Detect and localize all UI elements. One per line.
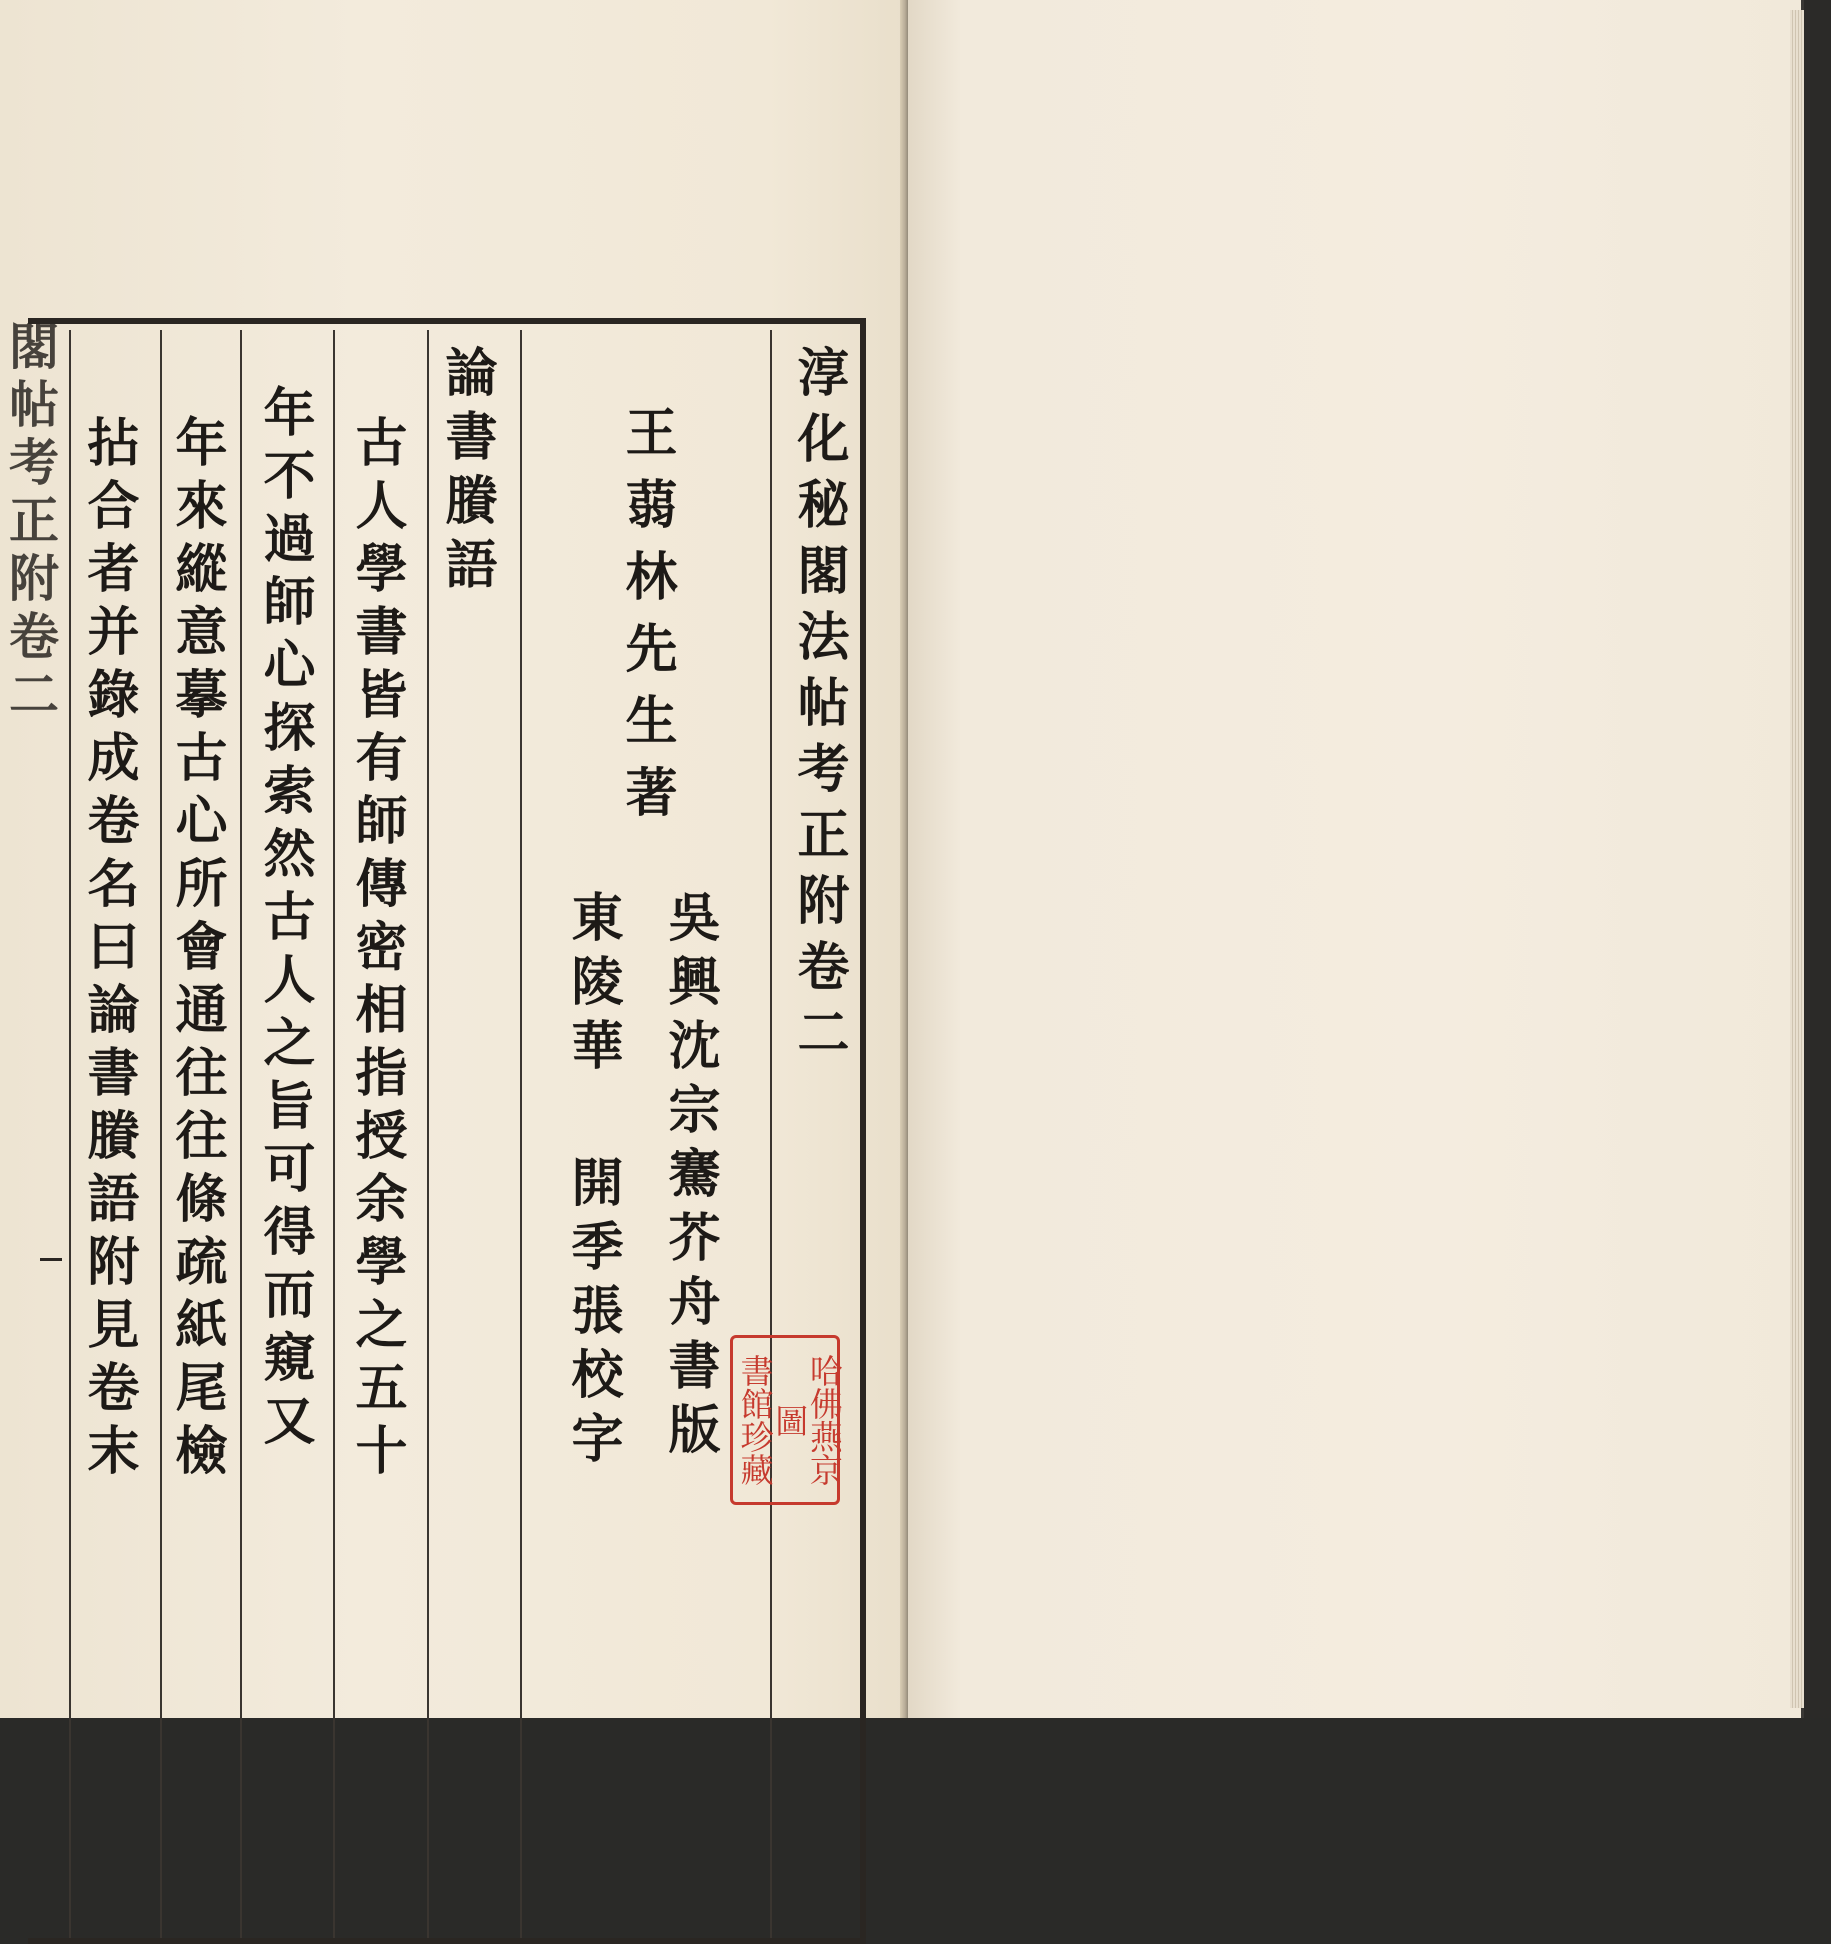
title-column: 淳化秘閣法帖考正附卷二 xyxy=(788,345,849,1071)
editor-column-1: 吳興沈宗騫芥舟書版 xyxy=(659,890,720,1466)
text-column-2: 年不過師心探索然古人之旨可得而窺又 xyxy=(254,385,315,1456)
column-rule xyxy=(427,330,429,1938)
library-seal xyxy=(730,1335,844,1505)
editor-column-2: 東陵華 開季張校字 xyxy=(562,890,623,1475)
page-stack-edge xyxy=(1790,10,1804,1708)
text-column-1: 古人學書皆有師傳密相指授余學之五十 xyxy=(346,415,407,1486)
section-heading: 論書賸語 xyxy=(436,345,497,601)
right-page-blank xyxy=(908,0,1801,1718)
column-rule xyxy=(770,330,772,1938)
page-number-mark xyxy=(40,1258,62,1261)
column-rule xyxy=(240,330,242,1938)
seal-text-left: 書館珍藏 xyxy=(735,1354,775,1486)
text-column-3: 年來縱意摹古心所會通往往條疏紙尾檢 xyxy=(166,415,227,1486)
author-column: 王蒻林先生著 xyxy=(616,405,677,837)
column-rule xyxy=(520,330,522,1938)
column-rule xyxy=(333,330,335,1938)
margin-spine-title: 閣帖考正附卷二 xyxy=(1,320,60,726)
seal-text-right: 哈佛燕京圖 xyxy=(770,1354,844,1486)
column-rule xyxy=(69,330,71,1938)
binding-edge xyxy=(1804,0,1831,1718)
text-column-4: 拈合者并錄成卷名曰論書賸語附見卷末 xyxy=(78,415,139,1486)
column-rule xyxy=(160,330,162,1938)
